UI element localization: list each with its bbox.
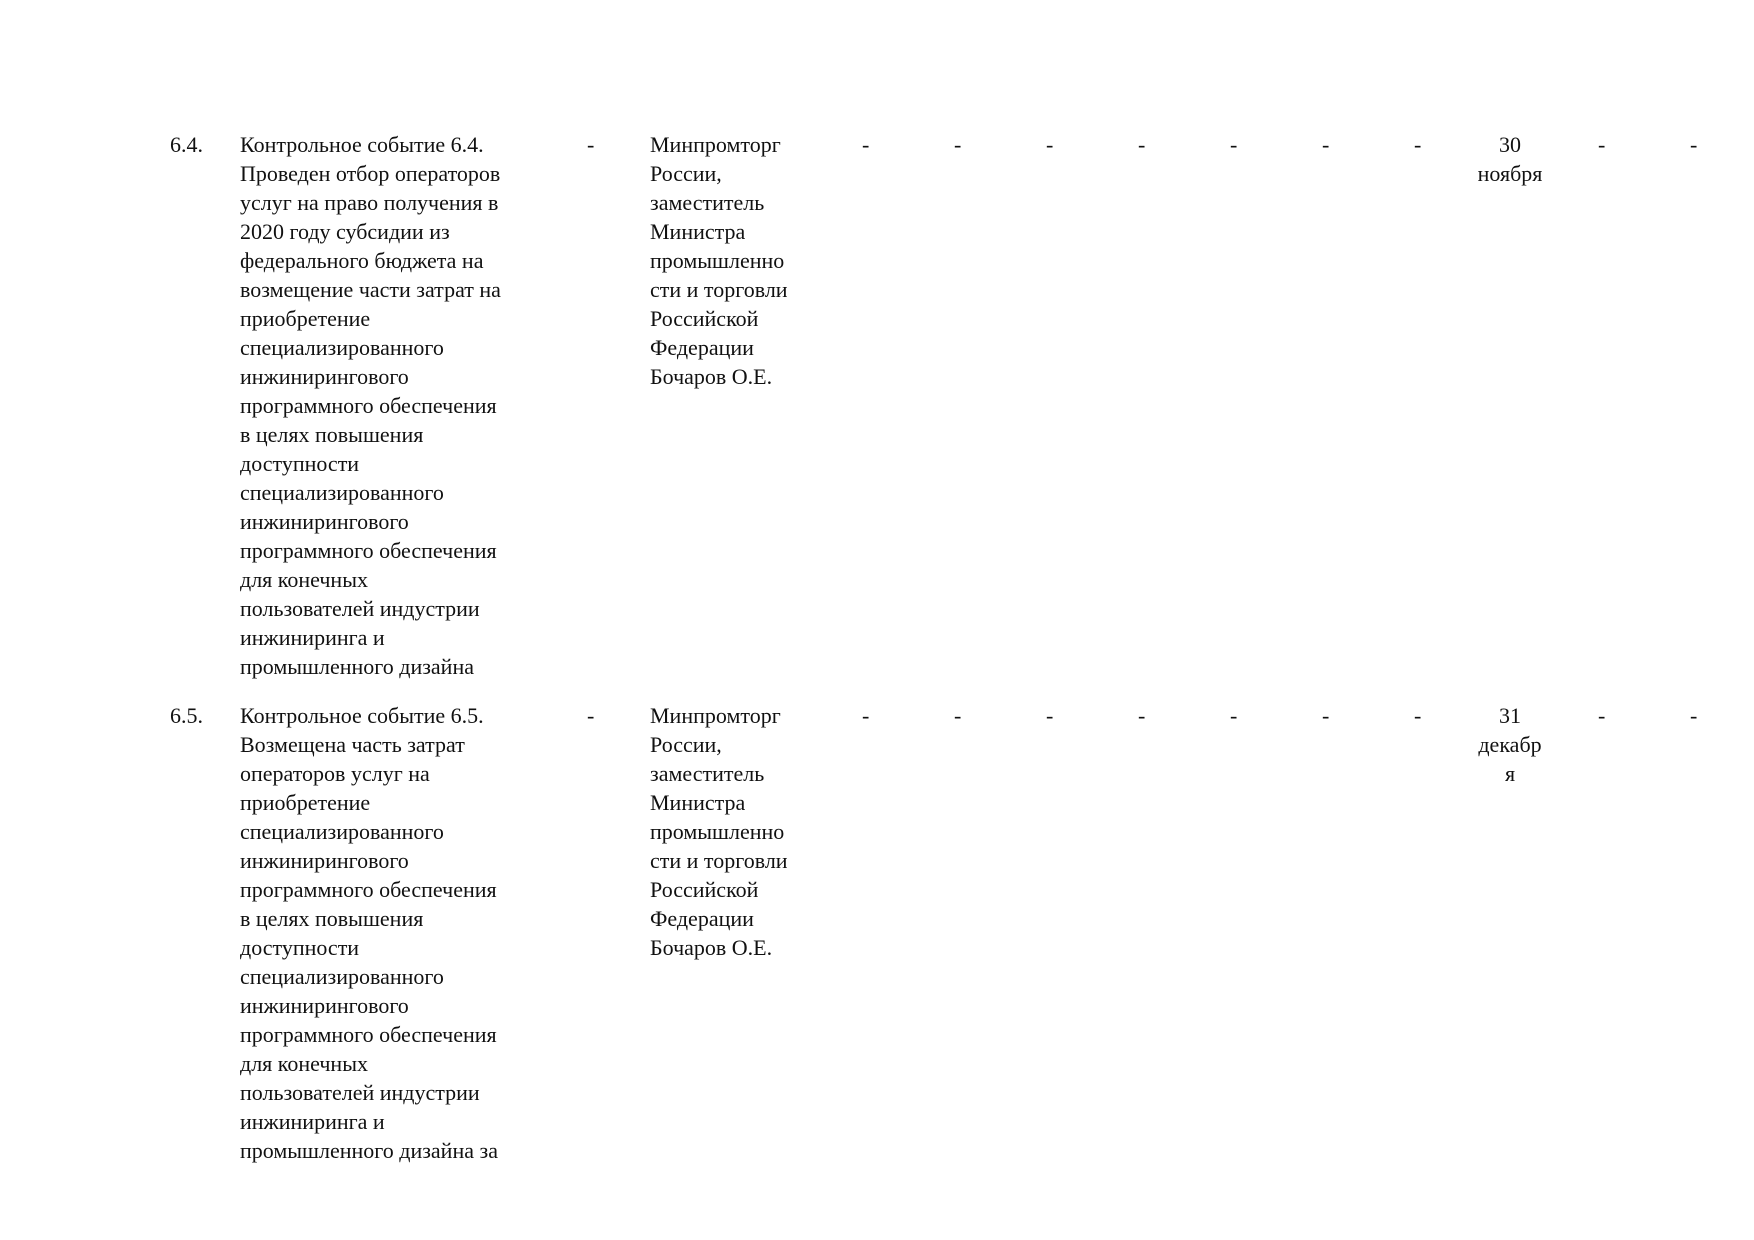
description-line: Проведен отбор операторов bbox=[240, 161, 501, 186]
description-line: услуг на право получения в bbox=[240, 190, 499, 215]
description-line: специализированного bbox=[240, 964, 444, 989]
period-dash: - bbox=[1230, 132, 1238, 157]
row-number: 6.5. bbox=[170, 703, 203, 728]
responsible-line: Федерации bbox=[650, 906, 754, 931]
trailing-dash: - bbox=[1598, 132, 1606, 157]
responsible-line: России, bbox=[650, 161, 722, 186]
event-description bbox=[240, 130, 501, 681]
description-dash: - bbox=[587, 703, 595, 728]
date-line: 31 bbox=[1499, 703, 1521, 728]
description-dash: - bbox=[587, 132, 595, 157]
description-line: инжинирингового bbox=[240, 509, 409, 534]
description-line: приобретение bbox=[240, 306, 371, 331]
responsible-line: Федерации bbox=[650, 335, 754, 360]
responsible-line: Минпромторг bbox=[650, 703, 781, 728]
description-line: доступности bbox=[240, 935, 360, 960]
description-line: инжиниринга и bbox=[240, 625, 385, 650]
responsible-line: Министра bbox=[650, 790, 746, 815]
description-line: программного обеспечения bbox=[240, 393, 497, 418]
description-line: операторов услуг на bbox=[240, 761, 430, 786]
responsible-line: Бочаров О.Е. bbox=[650, 364, 773, 389]
period-dash: - bbox=[1138, 703, 1146, 728]
responsible-line: Российской bbox=[650, 877, 759, 902]
event-date bbox=[1470, 701, 1550, 788]
description-line: возмещение части затрат на bbox=[240, 277, 501, 302]
description-line: специализированного bbox=[240, 819, 444, 844]
description-line: инжинирингового bbox=[240, 848, 409, 873]
responsible-line: промышленно bbox=[650, 248, 785, 273]
date-line: ноября bbox=[1477, 161, 1543, 186]
description-line: инжинирингового bbox=[240, 364, 409, 389]
period-dash: - bbox=[1046, 132, 1054, 157]
event-date bbox=[1470, 130, 1550, 188]
description-line: программного обеспечения bbox=[240, 1022, 497, 1047]
description-line: пользователей индустрии bbox=[240, 596, 480, 621]
description-line: специализированного bbox=[240, 480, 444, 505]
description-line: инжинирингового bbox=[240, 993, 409, 1018]
date-line: декабр bbox=[1478, 732, 1542, 757]
description-line: пользователей индустрии bbox=[240, 1080, 480, 1105]
responsible-line: Минпромторг bbox=[650, 132, 781, 157]
responsible-executor bbox=[650, 701, 788, 962]
description-line: 2020 году субсидии из bbox=[240, 219, 450, 244]
description-line: Контрольное событие 6.4. bbox=[240, 132, 484, 157]
description-line: для конечных bbox=[240, 567, 368, 592]
description-line: в целях повышения bbox=[240, 906, 424, 931]
description-line: промышленного дизайна bbox=[240, 654, 474, 679]
description-line: Контрольное событие 6.5. bbox=[240, 703, 484, 728]
description-line: для конечных bbox=[240, 1051, 368, 1076]
responsible-line: заместитель bbox=[650, 190, 765, 215]
period-dash: - bbox=[862, 132, 870, 157]
period-dash: - bbox=[1138, 132, 1146, 157]
trailing-dash: - bbox=[1690, 132, 1698, 157]
description-line: федерального бюджета на bbox=[240, 248, 484, 273]
description-line: промышленного дизайна за bbox=[240, 1138, 498, 1163]
description-line: Возмещена часть затрат bbox=[240, 732, 465, 757]
description-line: в целях повышения bbox=[240, 422, 424, 447]
responsible-line: заместитель bbox=[650, 761, 765, 786]
date-line: я bbox=[1504, 761, 1516, 786]
responsible-line: России, bbox=[650, 732, 722, 757]
responsible-executor bbox=[650, 130, 788, 391]
event-description bbox=[240, 701, 498, 1165]
responsible-line: промышленно bbox=[650, 819, 785, 844]
responsible-line: Российской bbox=[650, 306, 759, 331]
period-dash: - bbox=[954, 703, 962, 728]
responsible-line: сти и торговли bbox=[650, 277, 788, 302]
date-line: 30 bbox=[1499, 132, 1521, 157]
description-line: специализированного bbox=[240, 335, 444, 360]
period-dash: - bbox=[1322, 703, 1330, 728]
description-line: доступности bbox=[240, 451, 360, 476]
description-line: программного обеспечения bbox=[240, 877, 497, 902]
period-dash: - bbox=[1230, 703, 1238, 728]
period-dash: - bbox=[862, 703, 870, 728]
responsible-line: сти и торговли bbox=[650, 848, 788, 873]
period-dash: - bbox=[954, 132, 962, 157]
description-line: инжиниринга и bbox=[240, 1109, 385, 1134]
responsible-line: Бочаров О.Е. bbox=[650, 935, 773, 960]
period-dash: - bbox=[1046, 703, 1054, 728]
description-line: программного обеспечения bbox=[240, 538, 497, 563]
trailing-dash: - bbox=[1690, 703, 1698, 728]
description-line: приобретение bbox=[240, 790, 371, 815]
trailing-dash: - bbox=[1598, 703, 1606, 728]
period-dash: - bbox=[1414, 703, 1422, 728]
period-dash: - bbox=[1414, 132, 1422, 157]
period-dash: - bbox=[1322, 132, 1330, 157]
responsible-line: Министра bbox=[650, 219, 746, 244]
row-number: 6.4. bbox=[170, 132, 203, 157]
